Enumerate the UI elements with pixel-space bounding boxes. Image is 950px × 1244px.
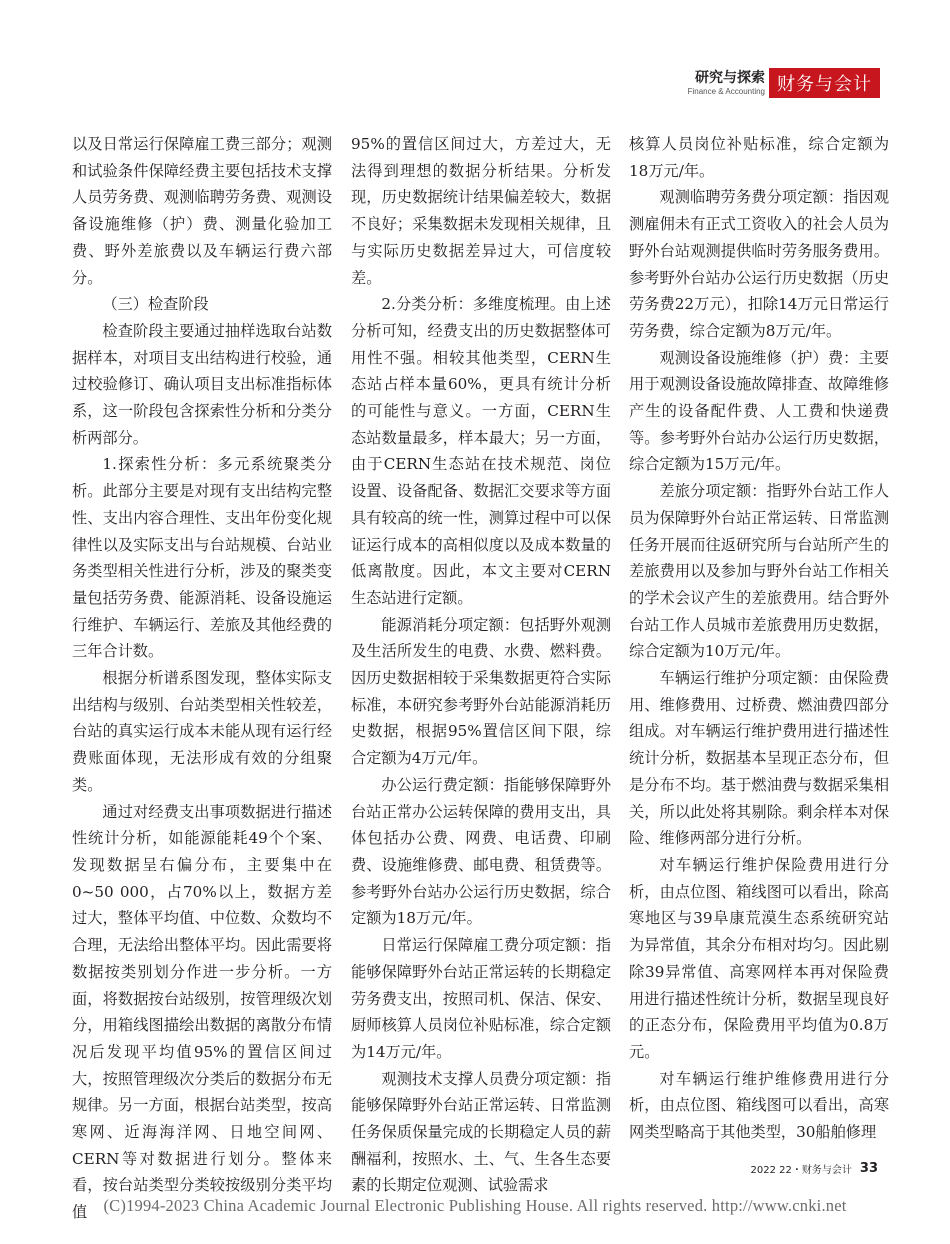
copyright-notice: (C)1994-2023 China Academic Journal Electronic Publishing House. All rights reserved. http://www.cnki.net bbox=[103, 1196, 847, 1215]
header-text bbox=[688, 70, 765, 97]
paragraph: 日常运行保障雇工费分项定额：指能够保障野外台站正常运转的长期稳定劳务费支出，按照司机、保洁、保安、厨师核算人员岗位补贴标准，综合定额为14万元/年。 bbox=[351, 936, 611, 1061]
paragraph: 根据分析谱系图发现，整体实际支出结构与级别、台站类型相关性较差，台站的真实运行成本未能从现有运行经费账面体现，无法形成有效的分组聚类。 bbox=[72, 669, 332, 794]
paragraph: 核算人员岗位补贴标准，综合定额为18万元/年。 bbox=[629, 135, 889, 180]
paragraph: 1.探索性分析：多元系统聚类分析。此部分主要是对现有支出结构完整性、支出内容合理性、支出年份变化规律性以及实际支出与台站规模、台站业务类型相关性进行分析，涉及的聚类变量包括劳务费、能源消耗、设备设施运行维护、车辆运行、差旅及其他经费的三年合计数。 bbox=[72, 455, 332, 661]
section-heading: （三）检查阶段 bbox=[102, 295, 209, 314]
paragraph: 95%的置信区间过大，方差过大，无法得到理想的数据分析结果。分析发现，历史数据统计结果偏差较大，数据不良好；采集数据未发现相关规律，且与实际历史数据差异过大，可信度较差。 bbox=[351, 135, 611, 287]
text-column-2 bbox=[351, 131, 611, 1195]
paragraph: 能源消耗分项定额：包括野外观测及生活所发生的电费、水费、燃料费。因历史数据相较于采集数据更符合实际标准，本研究参考野外台站能源消耗历史数据，根据95%置信区间下限，综合定额为4万元/年。 bbox=[351, 615, 611, 768]
paragraph: 对车辆运行维护维修费用进行分析，由点位图、箱线图可以看出，高寒网类型略高于其他类型，30船舶修理 bbox=[629, 1069, 889, 1142]
text-column-3 bbox=[629, 131, 889, 1142]
paragraph: 观测设备设施维修（护）费：主要用于观测设备设施故障排查、故障维修产生的设备配件费、人工费和快递费等。参考野外台站办公运行历史数据，综合定额为15万元/年。 bbox=[629, 348, 889, 474]
paragraph: 差旅分项定额：指野外台站工作人员为保障野外台站正常运转、日常监测任务开展而往返研究所与台站所产生的差旅费用以及参加与野外台站工作相关的学术会议产生的差旅费用。结合野外台站工作人员城市差旅费用历史数据，综合定额为10万元/年。 bbox=[629, 482, 889, 661]
paragraph: 检查阶段主要通过抽样选取台站数据样本，对项目支出结构进行校验，通过校验修订、确认项目支出标准指标体系，这一阶段包含探索性分析和分类分析两部分。 bbox=[72, 321, 332, 447]
paragraph: 观测技术支撑人员费分项定额：指能够保障野外台站正常运转、日常监测任务保质保量完成的长期稳定人员的薪酬福利，按照水、土、气、生各生态要素的长期定位观测、试验需求 bbox=[351, 1069, 611, 1195]
paragraph: 通过对经费支出事项数据进行描述性统计分析，如能源能耗49个个案、发现数据呈右偏分布，主要集中在0~50 000，占70%以上，数据方差过大，整体平均值、中位数、众数均不合理，无法给出整体平均。因此需要将数据按类别划分作进一步分析。一方面，将数据按台站级别，按管理级次划分，用箱线图描绘出数据的离散分布情况后发现平均值95%的置信区间过大，按照管理级次分类后的数据分布无规律。另一方面，根据台站类型，按高寒网、近海海洋网、日地空间网、CERN等对数据进行划分。整体来看，按台站类型分类较按级别分类平均值 bbox=[72, 802, 332, 1222]
journal-logo: 财务与会计 bbox=[769, 68, 880, 98]
issue-label: 2022 22・财务与会计 bbox=[750, 1164, 852, 1176]
page-footer bbox=[751, 1158, 878, 1178]
page-number: 33 bbox=[859, 1160, 878, 1176]
text-column-1 bbox=[72, 131, 332, 1222]
page-header bbox=[688, 66, 880, 100]
paragraph: 以及日常运行保障雇工费三部分；观测和试验条件保障经费主要包括技术支撑人员劳务费、观测临聘劳务费、观测设备设施维修（护）费、测量化验加工费、野外差旅费以及车辆运行费六部分。 bbox=[72, 135, 332, 287]
paragraph: 对车辆运行维护保险费用进行分析，由点位图、箱线图可以看出，除高寒地区与39阜康荒漠生态系统研究站为异常值，其余分布相对均匀。因此剔除39异常值、高寒网样本再对保险费用进行描述性统计分析，数据呈现良好的正态分布，保险费用平均值为0.8万元。 bbox=[629, 855, 889, 1061]
section-subtitle: Finance & Accounting bbox=[687, 86, 765, 96]
section-title: 研究与探索 bbox=[695, 69, 765, 86]
paragraph: 办公运行费定额：指能够保障野外台站正常办公运转保障的费用支出，具体包括办公费、网费、电话费、印刷费、设施维修费、邮电费、租赁费等。参考野外台站办公运行历史数据，综合定额为18万元/年。 bbox=[351, 775, 611, 928]
paragraph: 观测临聘劳务费分项定额：指因观测雇佣未有正式工资收入的社会人员为野外台站观测提供临时劳务服务费用。参考野外台站办公运行历史数据（历史劳务费22万元），扣除14万元日常运行劳务费，综合定额为8万元/年。 bbox=[629, 188, 889, 340]
paragraph: 2.分类分析：多维度梳理。由上述分析可知，经费支出的历史数据整体可用性不强。相较其他类型，CERN生态站占样本量60%，更具有统计分析的可能性与意义。一方面，CERN生态站数量最多，样本最大；另一方面，由于CERN生态站在技术规范、岗位设置、设备配备、数据汇交要求等方面具有较高的统一性，测算过程中可以保证运行成本的高相似度以及成本数量的低离散度。因此，本文主要对CERN生态站进行定额。 bbox=[351, 295, 611, 607]
paragraph: 车辆运行维护分项定额：由保险费用、维修费用、过桥费、燃油费四部分组成。对车辆运行维护费用进行描述性统计分析，数据基本呈现正态分布，但是分布不均。基于燃油费与数据采集相关，所以此处将其剔除。剩余样本对保险、维修两部分进行分析。 bbox=[629, 669, 889, 848]
